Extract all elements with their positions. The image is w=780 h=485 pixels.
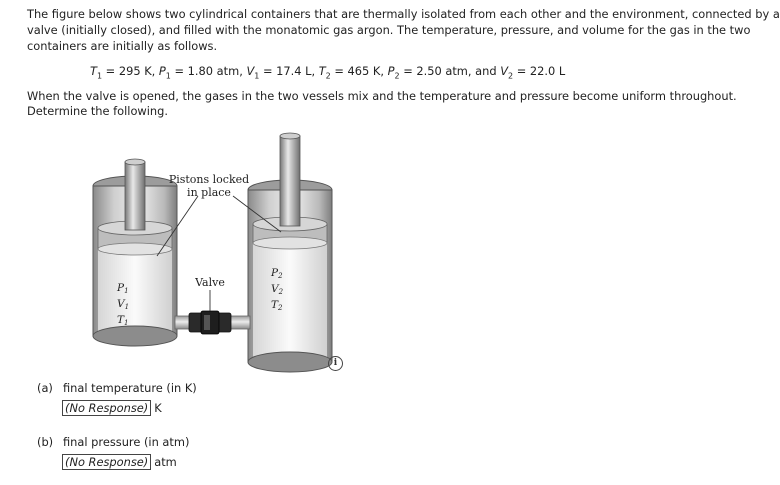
left-pressure-label: P1 <box>117 282 129 295</box>
t2-symbol: T <box>318 64 326 78</box>
answer-a <box>62 400 162 416</box>
left-temperature-label: T1 <box>117 314 129 327</box>
v2-symbol: V <box>500 64 508 78</box>
question-text: final pressure (in atm) <box>63 435 190 449</box>
problem-intro <box>27 6 780 54</box>
intro-line: valve (initially closed), and filled with the monatomic gas argon. The temperature, pressure, and volume for the gas in the two <box>27 23 751 37</box>
left-cylinder <box>93 159 177 346</box>
intro-line: The figure below shows two cylindrical containers that are thermally isolated from each other and the environment, connected by a <box>27 7 780 21</box>
right-volume-label: V2 <box>271 283 284 296</box>
v2-subscript: 2 <box>508 71 514 81</box>
v1-symbol: V <box>246 64 255 78</box>
pistons-label-line1: Pistons locked <box>168 173 250 186</box>
p2-symbol: P <box>387 64 395 78</box>
p1-symbol: P <box>158 64 166 78</box>
p2-subscript: 2 <box>394 71 400 81</box>
answer-unit: atm <box>154 455 177 469</box>
t1-subscript: 1 <box>96 71 103 81</box>
given-values <box>90 64 565 80</box>
v1-value: = 17.4 L, <box>259 64 319 78</box>
p1-subscript: 1 <box>165 71 171 81</box>
t1-value: = 295 K, <box>102 64 159 78</box>
t2-subscript: 2 <box>325 71 331 81</box>
answer-unit: K <box>154 401 162 415</box>
right-pressure-label: P2 <box>271 267 283 280</box>
right-cylinder <box>248 133 332 372</box>
v2-value: = 22.0 L <box>513 64 566 78</box>
question-a <box>37 381 197 395</box>
v1-subscript: 1 <box>254 71 260 81</box>
pistons-label-line2: in place <box>187 186 231 199</box>
two-cylinder-figure <box>85 128 355 378</box>
valve-label: Valve <box>195 276 225 289</box>
p1-value: = 1.80 atm, <box>170 64 247 78</box>
left-volume-label: V1 <box>117 298 130 311</box>
question-text: final temperature (in K) <box>63 381 197 395</box>
question-label: (b) <box>37 435 54 449</box>
t2-value: = 465 K, <box>330 64 388 78</box>
right-temperature-label: T2 <box>271 299 283 312</box>
info-icon[interactable]: i <box>328 356 343 371</box>
intro-line: containers are initially as follows. <box>27 39 218 53</box>
answer-field[interactable]: (No Response) <box>62 454 151 470</box>
answer-b <box>62 454 177 470</box>
valve <box>189 311 231 334</box>
t1-symbol: T <box>90 64 97 78</box>
answer-field[interactable]: (No Response) <box>62 400 151 416</box>
instruction-line: Determine the following. <box>27 104 168 118</box>
question-label: (a) <box>37 381 53 395</box>
instruction-line: When the valve is opened, the gases in the two vessels mix and the temperature and pressure become uniform throughout. <box>27 89 737 103</box>
problem-instructions <box>27 89 737 119</box>
question-b <box>37 435 189 449</box>
p2-value: = 2.50 atm, and <box>399 64 501 78</box>
